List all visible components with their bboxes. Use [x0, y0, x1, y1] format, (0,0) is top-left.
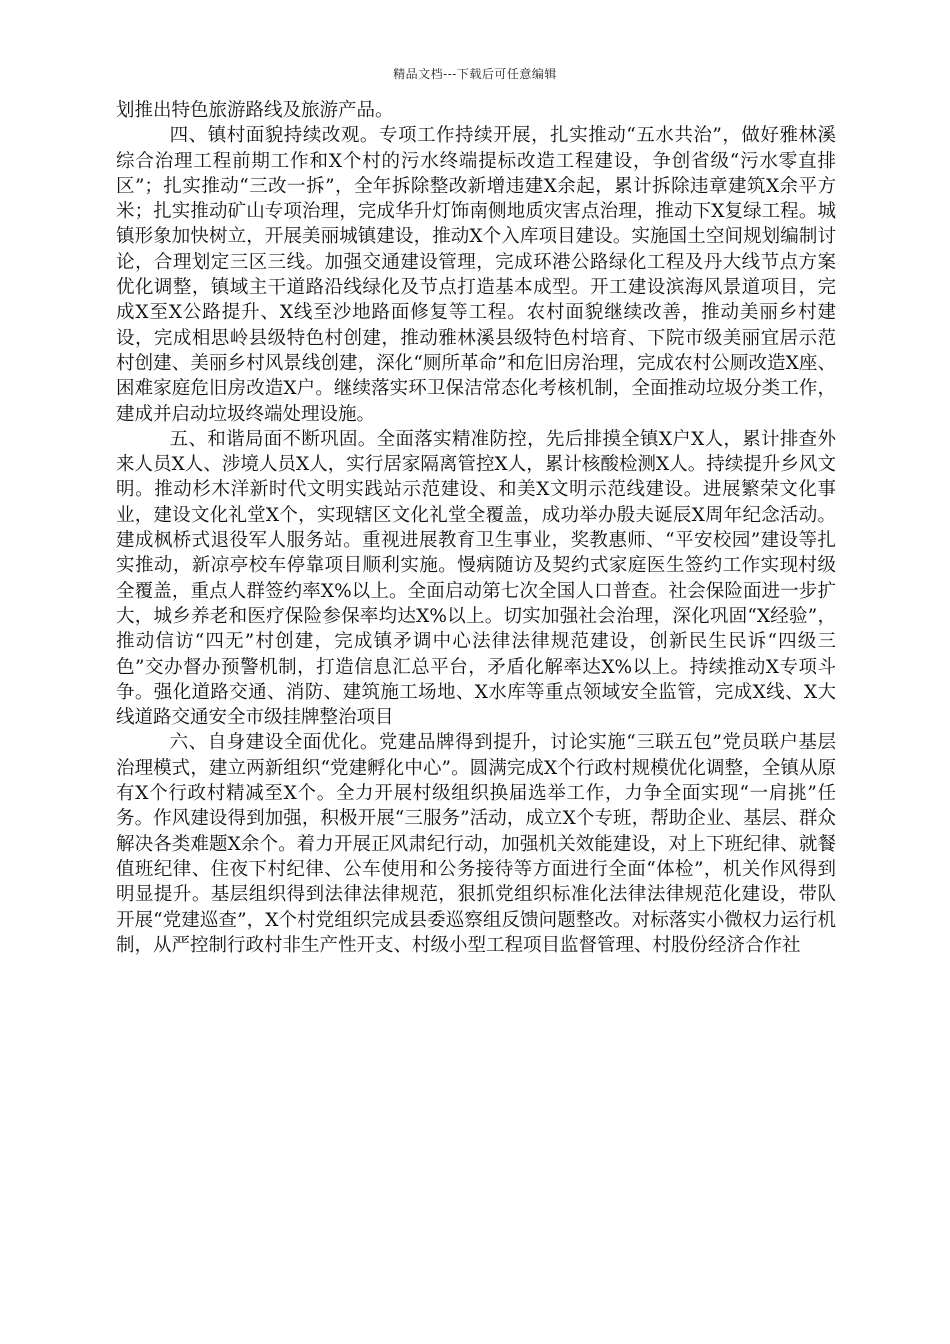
paragraph-continuation: 划推出特色旅游路线及旅游产品。 [116, 100, 394, 121]
paragraph-section-6: 六、自身建设全面优化。党建品牌得到提升，讨论实施“三联五包”党员联户基层治理模式，建立两新组织“党建孵化中心”。圆满完成X个行政村规模优化调整，全镇从原有X个行政村精减至X个。全力开展村级组织换届选举工作，力争全面实现“一肩挑”任务。作风建设得到加强，积极开展“三服务”活动，成立X个专班，帮助企业、基层、群众解决各类难题X余个。着力开展正风肃纪行动，加强机关效能建设，对上下班纪律、就餐值班纪律、住夜下村纪律、公车使用和公务接待等方面进行全面“体检”，机关作风得到明显提升。基层组织得到法律法律规范，狠抓党组织标准化法律法律规范化建设，带队开展“党建巡查”，X个村党组织完成县委巡察组反馈问题整改。对标落实小微权力运行机制，从严控制行政村非生产性开支、村级小型工程项目监督管理、村股份经济合作社 [116, 732, 836, 956]
document-body [116, 98, 836, 958]
page-header: 精品文档---下载后可任意编辑 [393, 67, 557, 81]
paragraph-section-4: 四、镇村面貌持续改观。专项工作持续开展，扎实推动“五水共治”，做好雅林溪综合治理工程前期工作和X个村的污水终端提标改造工程建设，争创省级“污水零直排区”；扎实推动“三改一拆”，全年拆除整改新增违建X余起，累计拆除违章建筑X余平方米；扎实推动矿山专项治理，完成华升灯饰南侧地质灾害点治理，推动下X复绿工程。城镇形象加快树立，开展美丽城镇建设，推动X个入库项目建设。实施国土空间规划编制讨论，合理划定三区三线。加强交通建设管理，完成环港公路绿化工程及丹大线节点方案优化调整，镇域主干道路沿线绿化及节点打造基本成型。开工建设滨海风景道项目，完成X至X公路提升、X线至沙地路面修复等工程。农村面貌继续改善，推动美丽乡村建设，完成相思岭县级特色村创建，推动雅林溪县级特色村培育、下院市级美丽宜居示范村创建、美丽乡村风景线创建，深化“厕所革命”和危旧房治理，完成农村公厕改造X座、困难家庭危旧房改造X户。继续落实环卫保洁常态化考核机制，全面推动垃圾分类工作，建成并启动垃圾终端处理设施。 [116, 125, 836, 425]
paragraph-section-5: 五、和谐局面不断巩固。全面落实精准防控，先后排摸全镇X户X人，累计排查外来人员X人、涉境人员X人，实行居家隔离管控X人，累计核酸检测X人。持续提升乡风文明。推动杉木洋新时代文明实践站示范建设、和美X文明示范线建设。进展繁荣文化事业，建设文化礼堂X个，实现辖区文化礼堂全覆盖，成功举办殷夫诞辰X周年纪念活动。建成枫桥式退役军人服务站。重视进展教育卫生事业，奖教惠师、“平安校园”建设等扎实推动，新凉亭校车停靠项目顺利实施。慢病随访及契约式家庭医生签约工作实现村级全覆盖，重点人群签约率X%以上。全面启动第七次全国人口普查。社会保险面进一步扩大，城乡养老和医疗保险参保率均达X%以上。切实加强社会治理，深化巩固“X经验”，推动信访“四无”村创建，完成镇矛调中心法律法律规范建设，创新民生民诉“四级三色”交办督办预警机制，打造信息汇总平台，矛盾化解率达X%以上。持续推动X专项斗争。强化道路交通、消防、建筑施工场地、X水库等重点领域安全监管，完成X线、X大线道路交通安全市级挂牌整治项目 [116, 428, 836, 729]
